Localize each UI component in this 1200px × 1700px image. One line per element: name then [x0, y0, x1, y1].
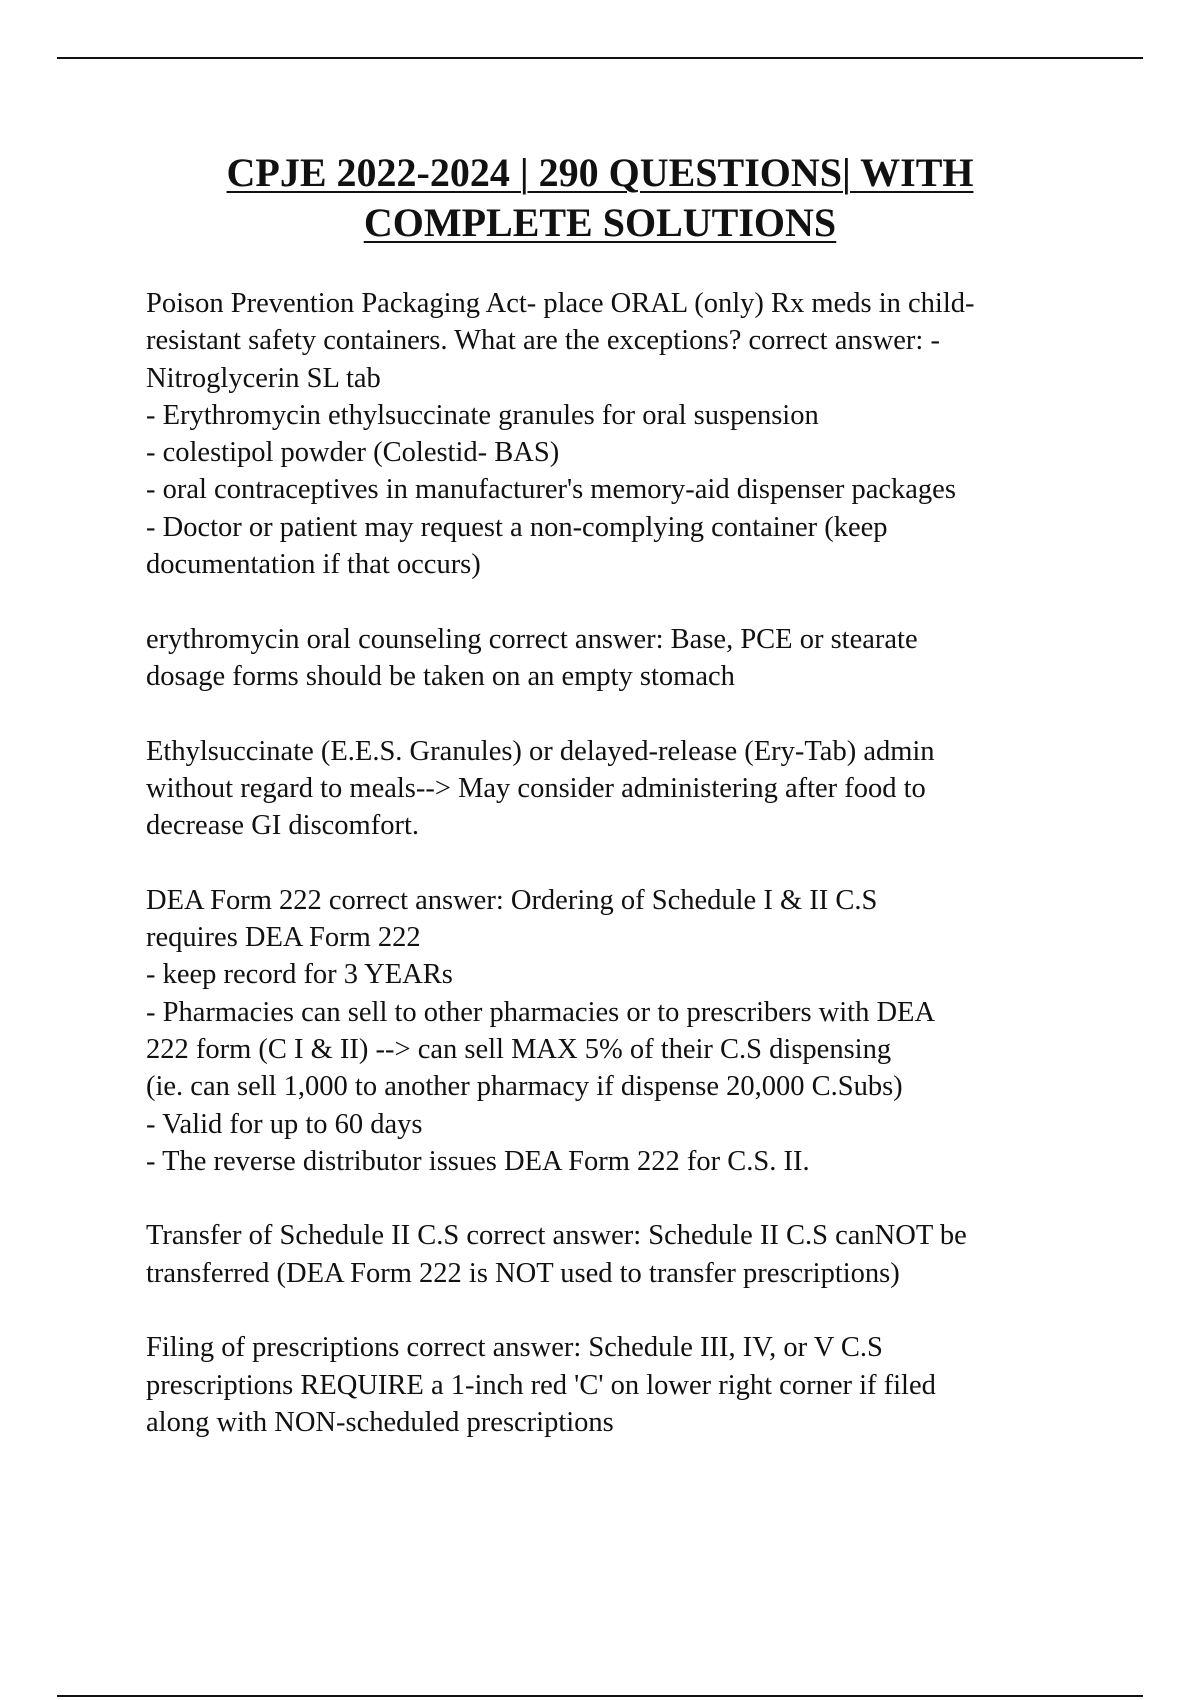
top-divider: [57, 57, 1143, 59]
text-line: transferred (DEA Form 222 is NOT used to transfer prescriptions): [146, 1257, 900, 1289]
text-line: - colestipol powder (Colestid- BAS): [146, 437, 560, 469]
qa-entry-dea-form-222: [146, 882, 1106, 1180]
text-line: prescriptions REQUIRE a 1-inch red 'C' on lower right corner if filed: [146, 1369, 936, 1401]
text-line: (ie. can sell 1,000 to another pharmacy if dispense 20,000 C.Subs): [146, 1071, 903, 1103]
qa-entry-erythromycin-counseling: [146, 621, 1106, 696]
title-line-2: COMPLETE SOLUTIONS: [363, 200, 837, 245]
bottom-divider: [57, 1695, 1143, 1697]
qa-entry-filing-prescriptions: [146, 1329, 1106, 1441]
text-line: Nitroglycerin SL tab: [146, 362, 381, 394]
text-line: Ethylsuccinate (E.E.S. Granules) or delayed-release (Ery-Tab) admin: [146, 735, 935, 767]
text-line: decrease GI discomfort.: [146, 810, 420, 842]
text-line: - Valid for up to 60 days: [146, 1108, 423, 1140]
text-line: erythromycin oral counseling correct answer: Base, PCE or stearate: [146, 623, 918, 655]
text-line: Poison Prevention Packaging Act- place ORAL (only) Rx meds in child-: [146, 288, 975, 319]
text-line: 222 form (C I & II) --> can sell MAX 5% of their C.S dispensing: [146, 1033, 892, 1065]
title-line-1: CPJE 2022-2024 | 290 QUESTIONS| WITH: [226, 150, 974, 195]
text-line: - Pharmacies can sell to other pharmacies or to prescribers with DEA: [146, 996, 936, 1028]
text-line: requires DEA Form 222: [146, 922, 421, 954]
text-line: - oral contraceptives in manufacturer's memory-aid dispenser packages: [146, 474, 956, 506]
text-line: - The reverse distributor issues DEA Form 222 for C.S. II.: [146, 1145, 810, 1177]
qa-entry-poison-prevention: [146, 285, 1106, 583]
text-line: documentation if that occurs): [146, 549, 481, 581]
document-title: [57, 148, 1143, 248]
text-line: DEA Form 222 correct answer: Ordering of Schedule I & II C.S: [146, 884, 878, 916]
document-body: [146, 285, 1106, 1479]
text-line: - Erythromycin ethylsuccinate granules for oral suspension: [146, 399, 819, 431]
text-line: without regard to meals--> May consider administering after food to: [146, 772, 926, 804]
text-line: dosage forms should be taken on an empty stomach: [146, 660, 735, 692]
qa-entry-ethylsuccinate: [146, 733, 1106, 845]
text-line: - keep record for 3 YEARs: [146, 959, 453, 991]
text-line: Transfer of Schedule II C.S correct answer: Schedule II C.S canNOT be: [146, 1220, 967, 1252]
text-line: - Doctor or patient may request a non-complying container (keep: [146, 511, 888, 543]
text-line: along with NON-scheduled prescriptions: [146, 1406, 614, 1438]
text-line: Filing of prescriptions correct answer: Schedule III, IV, or V C.S: [146, 1332, 883, 1364]
text-line: resistant safety containers. What are the exceptions? correct answer: -: [146, 325, 940, 357]
qa-entry-transfer-schedule-ii: [146, 1217, 1106, 1292]
